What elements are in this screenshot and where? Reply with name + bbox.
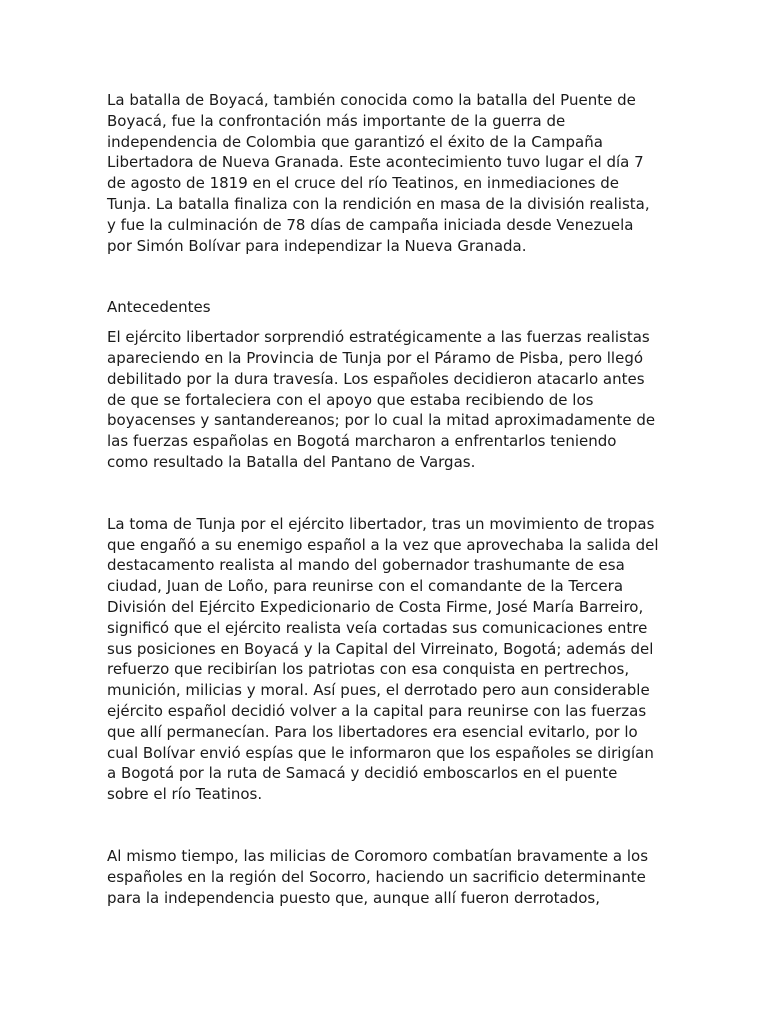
paragraph-antecedentes: El ejército libertador sorprendió estratégicamente a las fuerzas realistas apareciendo en la Provincia de Tunja por el Páramo de Pisba, pero llegó debilitado por la dura travesía. Los españoles decidieron atacarlo antes de que se fortaleciera con el apoyo que estaba recibiendo de los boyacenses y santandereanos; por lo cual la mitad aproximadamente de las fuerzas españolas en Bogotá marcharon a enfrentarlos teniendo como resultado la Batalla del Pantano de Vargas. [107, 328, 656, 471]
paragraph-toma-de-tunja: La toma de Tunja por el ejército libertador, tras un movimiento de tropas que engañó a su enemigo español a la vez que aprovechaba la salida del destacamento realista al mando del gobernador trashumante de esa ciudad, Juan de Loño, para reunirse con el comandante de la Tercera División del Ejército Expedicionario de Costa Firme, José María Barreiro, significó que el ejército realista veía cortadas sus comunicaciones entre sus posiciones en Boyacá y la Capital del Virreinato, Bogotá; además del refuerzo que recibirían los patriotas con esa conquista en pertrechos, munición, milicias y moral. Así pues, el derrotado pero aun considerable ejército español decidió volver a la capital para reunirse con las fuerzas que allí permanecían. Para los libertadores era esencial evitarlo, por lo cual Bolívar envió espías que le informaron que los españoles se dirigían a Bogotá por la ruta de Samacá y decidió emboscarlos en el puente sobre el río Teatinos. [107, 514, 659, 804]
document-page [107, 90, 667, 908]
section-heading: Antecedentes [107, 298, 211, 317]
paragraph-coromoro: Al mismo tiempo, las milicias de Coromoro combatían bravamente a los españoles en la región del Socorro, haciendo un sacrificio determinante para la independencia puesto que, aunque allí fueron derrotados, [107, 846, 649, 907]
intro-paragraph: La batalla de Boyacá, también conocida como la batalla del Puente de Boyacá, fue la confrontación más importante de la guerra de independencia de Colombia que garantizó el éxito de la Campaña Libertadora de Nueva Granada. Este acontecimiento tuvo lugar el día 7 de agosto de 1819 en el cruce del río Teatinos, en inmediaciones de Tunja. La batalla finaliza con la rendición en masa de la división realista, y fue la culminación de 78 días de campaña iniciada desde Venezuela por Simón Bolívar para independizar la Nueva Granada. [107, 91, 650, 255]
